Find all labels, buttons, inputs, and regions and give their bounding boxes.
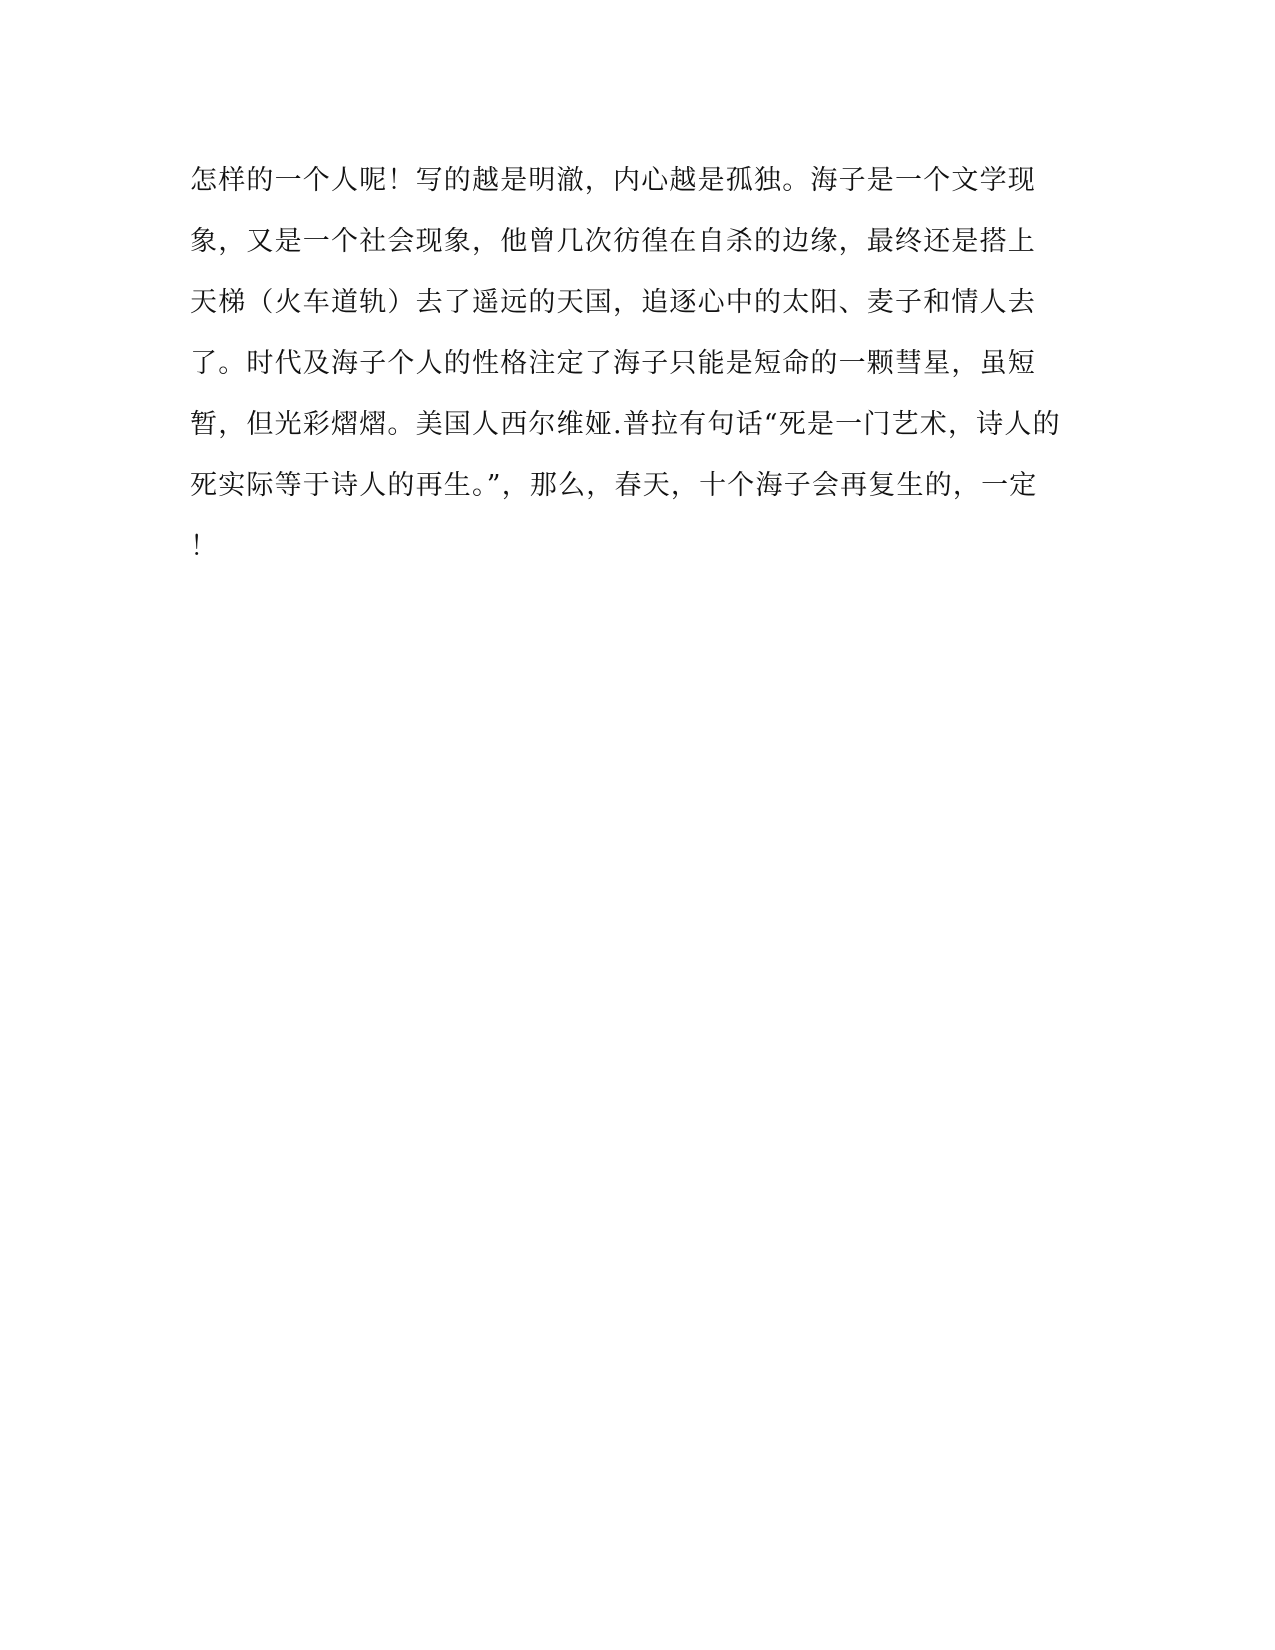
- paragraph-line: 怎样的一个人呢！写的越是明澈，内心越是孤独。海子是一个文学现: [190, 165, 1036, 196]
- paragraph-line: ！: [190, 531, 219, 562]
- paragraph-line: 了。时代及海子个人的性格注定了海子只能是短命的一颗彗星，虽短: [190, 348, 1036, 379]
- paragraph-line: 死实际等于诗人的再生。”，那么，春天，十个海子会再复生的，一定: [190, 470, 1038, 501]
- paragraph-line: 天梯（火车道轨）去了遥远的天国，追逐心中的太阳、麦子和情人去: [190, 287, 1036, 318]
- paragraph-line: 象，又是一个社会现象，他曾几次彷徨在自杀的边缘，最终还是搭上: [190, 226, 1036, 257]
- body-paragraph: [190, 166, 1090, 593]
- paragraph-line: 暂，但光彩熠熠。美国人西尔维娅.普拉有句话“死是一门艺术，诗人的: [190, 409, 1061, 440]
